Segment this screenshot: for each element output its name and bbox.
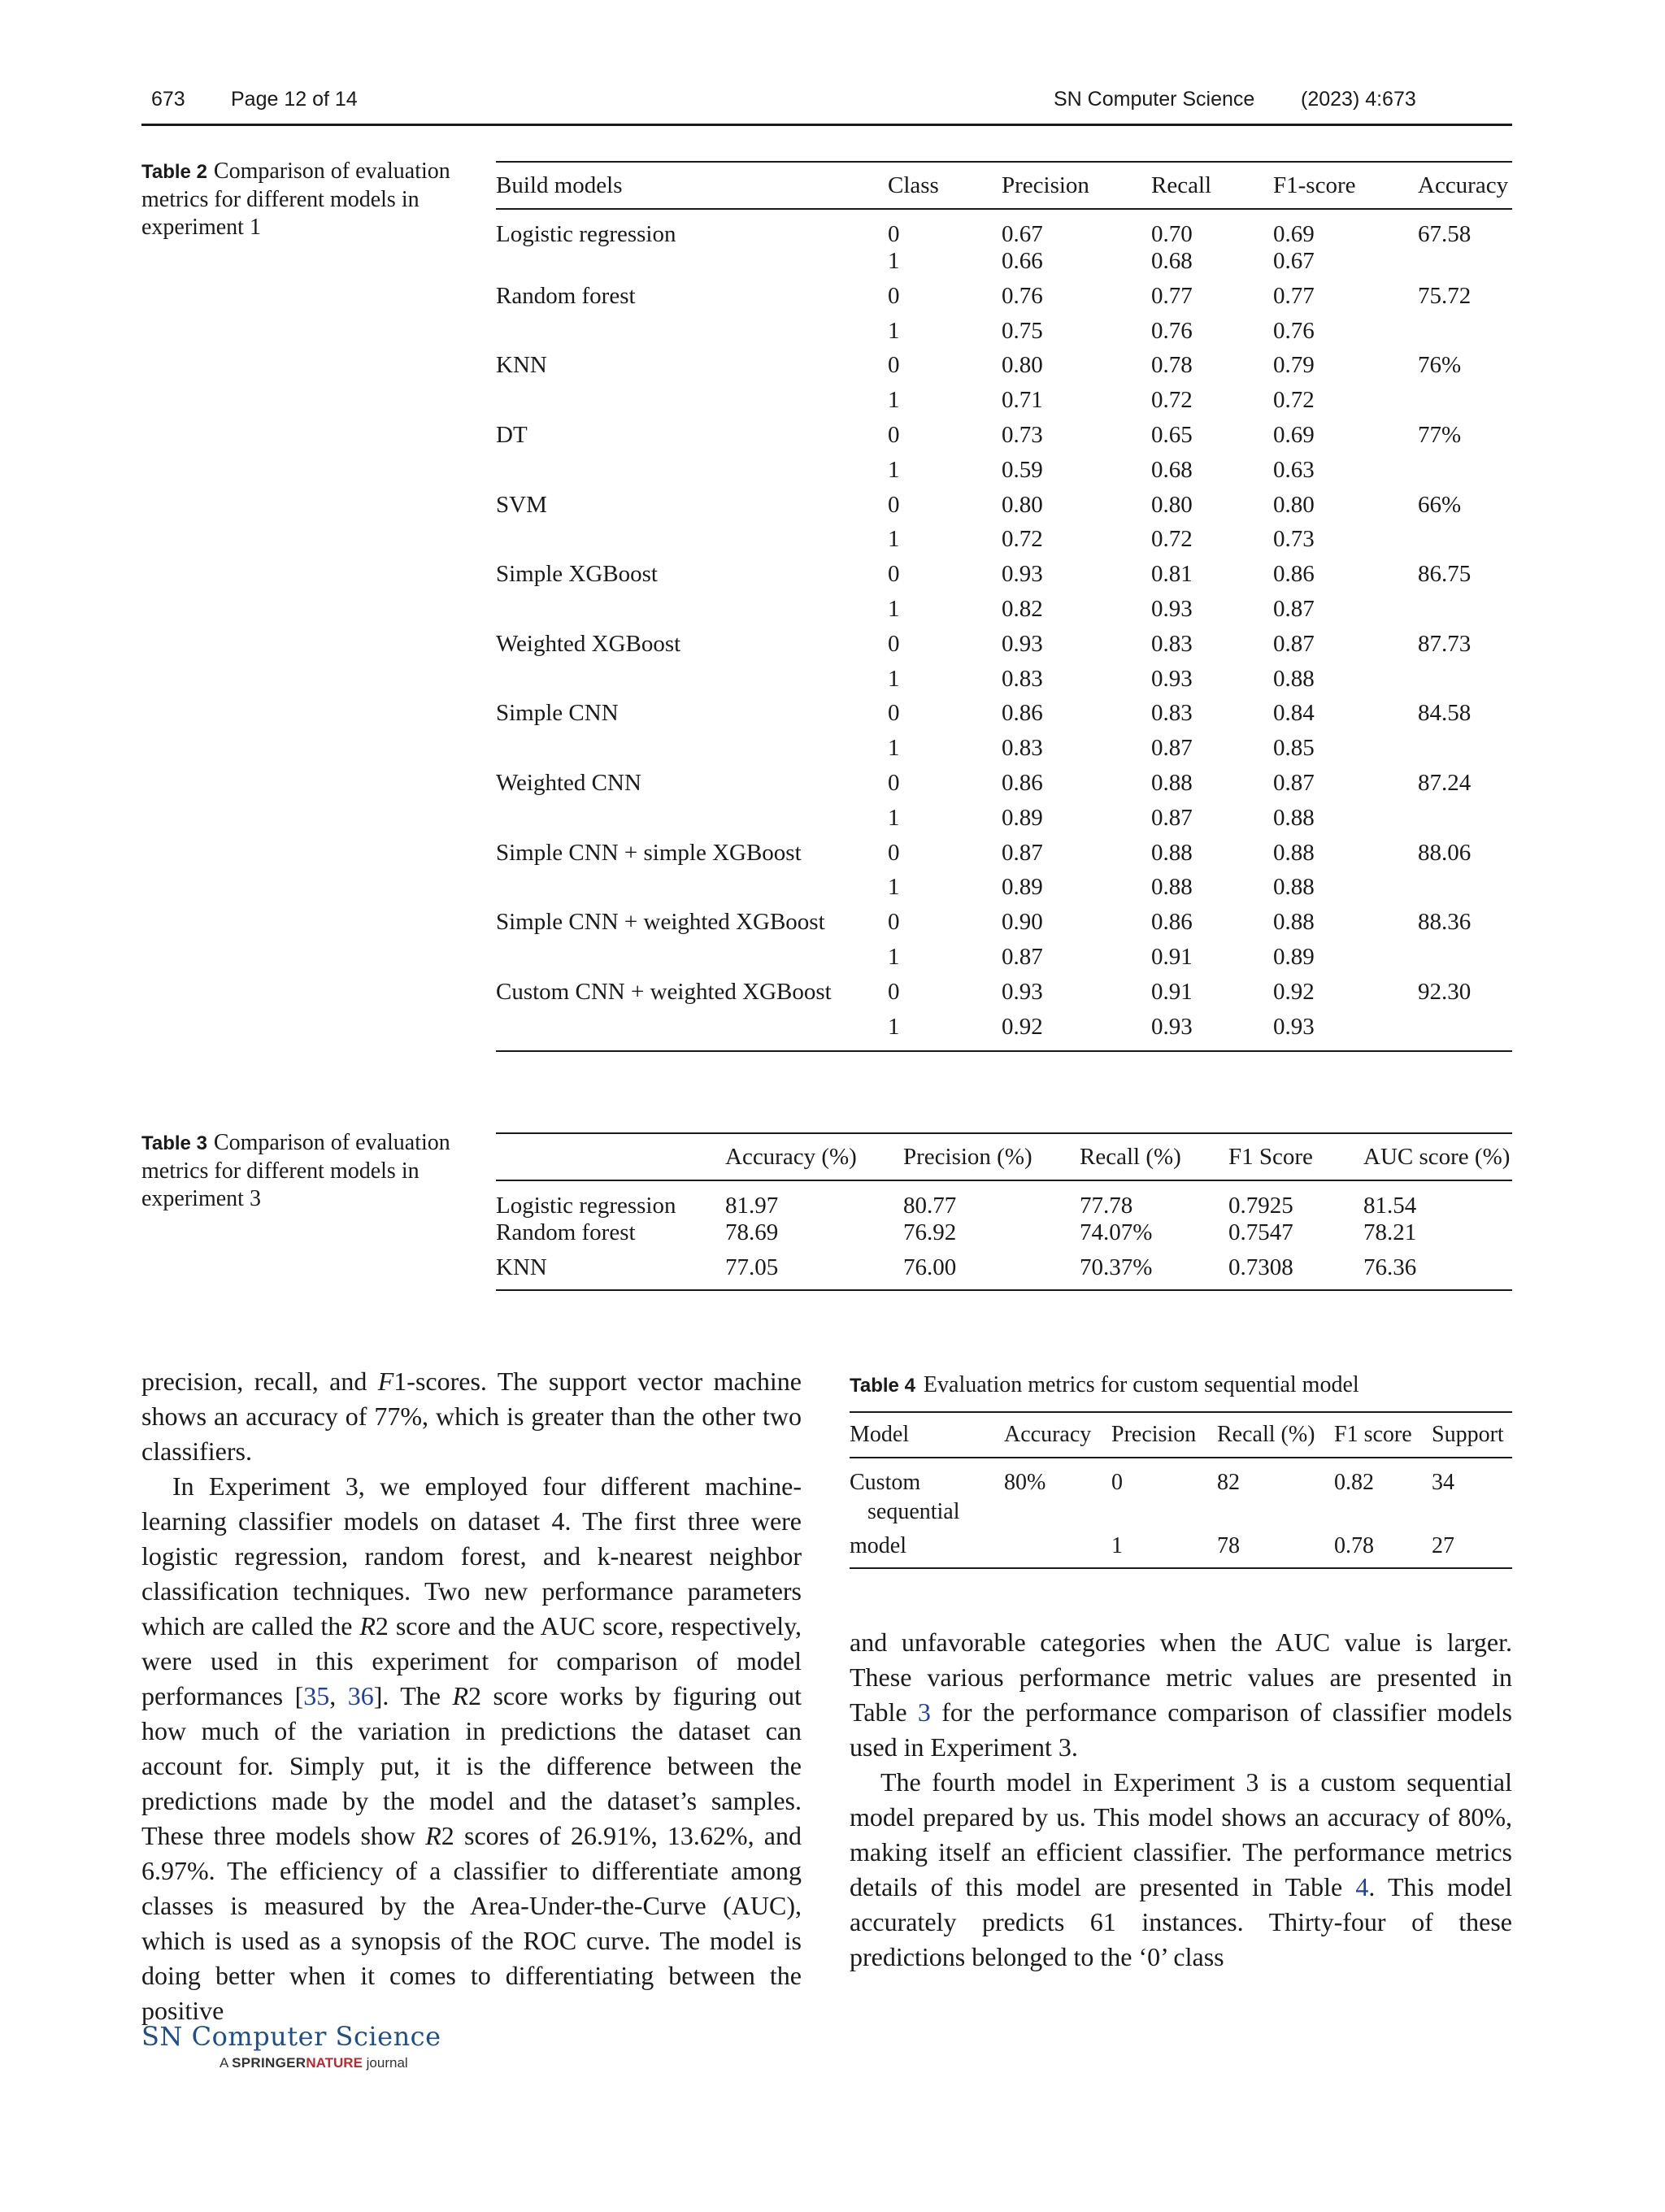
table-row [496,387,1512,422]
table-cell: 0.83 [1002,665,1043,692]
table2-col-header: Precision [1002,162,1151,209]
table-cell: 0.93 [1151,665,1193,692]
table3-label: Table 3 [141,1132,207,1154]
table4-model-line: sequential [867,1499,960,1524]
table4-caption [850,1372,1512,1398]
table-row [496,944,1512,979]
table-cell: 0.85 [1273,735,1315,762]
table-cell: 0.76 [1002,282,1043,309]
row-label-cell [496,874,888,909]
table-cell: 0.89 [1002,804,1043,831]
table2-label: Table 2 [141,161,207,183]
table-row [496,909,1512,944]
table-row [496,248,1512,283]
table4-cell: 27 [1432,1533,1454,1558]
table3-col-header: F1 Score [1228,1133,1363,1180]
table-cell: 0.72 [1273,387,1315,414]
table2-col-header: Class [888,162,1002,209]
table-cell [1418,805,1512,840]
table-cell: 0.93 [1151,595,1193,622]
table4-cell: 0 [1111,1470,1123,1495]
table3 [496,1132,1512,1291]
table-cell [1418,318,1512,353]
table-cell: 0.92 [1002,1013,1043,1040]
text-run: In Experiment 3, we employed four different machine-learning classifier models on dataset 4. The first three were logistic regression, random forest, and k-nearest neighbor classification techniques. Two new performance parameters which are called the [141,1471,802,1641]
table-cell: 0 [888,561,900,588]
table-row [496,1180,1512,1219]
table-cell: 0.66 [1002,248,1043,274]
row-label-cell: SVM [496,491,547,518]
table-cell: 0.67 [1273,248,1315,274]
table4-cell: 0.78 [1334,1533,1374,1558]
table-cell: 0.80 [1273,491,1315,518]
table-cell: 0.87 [1273,595,1315,622]
table-cell: 0.88 [1151,874,1193,901]
table-cell [1418,248,1512,283]
table-row [496,840,1512,875]
table-row [496,457,1512,492]
body-left-column [141,1364,802,2028]
row-label-cell [496,666,888,701]
table-cell: 66% [1418,491,1462,518]
table-cell: 76% [1418,352,1462,379]
table3-col-header: Recall (%) [1080,1133,1228,1180]
table-cell: 0.83 [1002,735,1043,762]
text-run: 1-scores. The support vector machine shows an accuracy of 77%, which is greater than the other two classifiers. [141,1367,802,1466]
table2-body [496,209,1512,1051]
table-cell: 1 [888,248,900,274]
table-cell: 0.93 [1002,978,1043,1005]
table-cell: 1 [888,735,900,762]
footer-prefix: A [220,2055,228,2071]
table-row [496,422,1512,457]
row-label-cell: Simple XGBoost [496,561,658,588]
table-cell: 87.24 [1418,769,1472,796]
text-run: The fourth model in Experiment 3 is a custom sequential model prepared by us. This model shows an accuracy of 80%, making itself an efficient classifier. The performance metrics details of this model are presented in Table [850,1767,1512,1901]
table-row [496,283,1512,318]
table-row [850,1458,1512,1527]
table4-accuracy-cell: 80% [1004,1470,1046,1495]
table-cell: 0 [888,421,900,448]
paragraph [141,1364,802,1469]
paragraph [141,1469,802,2028]
table2-caption-text: Comparison of evaluation metrics for different models in experiment 1 [141,159,450,240]
table2-col-header: Accuracy [1418,162,1512,209]
table-cell: 77% [1418,421,1462,448]
math-var: R [359,1611,376,1641]
table-cell: 0.88 [1273,909,1315,936]
text-run: for the performance comparison of classifier models used in Experiment 3. [850,1697,1513,1762]
table-cell: 0.93 [1002,630,1043,657]
table4-col-header: Accuracy [1004,1412,1111,1458]
table-cell: 0.84 [1273,700,1315,727]
table-cell: 0.7925 [1228,1193,1293,1219]
row-label-cell [496,387,888,422]
footer-publisher-line [220,2055,408,2071]
table-row [496,735,1512,770]
table-cell: 0.73 [1002,421,1043,448]
text-run: 2 score and the AUC score, respectively, were used in this experiment for comparison of model performances [ [141,1611,802,1710]
paragraph [850,1625,1512,1765]
table-cell: 0.59 [1002,456,1043,483]
table-cell [1418,526,1512,561]
row-label-cell [496,805,888,840]
row-label-cell: Simple CNN + weighted XGBoost [496,909,825,936]
table-cell [1418,1014,1512,1051]
table-cell: 0.71 [1002,387,1043,414]
table-cell [1418,735,1512,770]
table-row [496,666,1512,701]
row-label-cell: Logistic regression [496,1193,676,1219]
table-cell: 0 [888,491,900,518]
table-cell [1418,596,1512,631]
row-label-cell [496,1014,888,1051]
table-cell: 0 [888,352,900,379]
table-cell: 76.00 [903,1254,957,1280]
text-run: . This model accurately predicts 61 instances. Thirty-four of these predictions belonged to the ‘0’ class [850,1872,1513,1971]
table-cell: 70.37% [1080,1254,1153,1280]
table4-model-line: model [850,1533,906,1558]
table-cell: 0.68 [1151,456,1193,483]
table-cell: 0.77 [1273,282,1315,309]
table-cell: 1 [888,456,900,483]
row-label-cell [496,735,888,770]
table3-body [496,1180,1512,1290]
table-cell: 0.83 [1151,630,1193,657]
table3-header-row [496,1133,1512,1180]
table-cell: 0.89 [1002,874,1043,901]
header-citation: (2023) 4:673 [1301,88,1416,111]
table-cell: 0.78 [1151,352,1193,379]
table-row [496,1254,1512,1290]
table-cell: 0.69 [1273,221,1315,247]
math-var: R [452,1681,469,1710]
table-cell: 0.87 [1151,735,1193,762]
table2 [496,161,1512,1052]
table-cell: 0.72 [1002,526,1043,553]
table-cell: 0.80 [1002,491,1043,518]
table-cell: 0.90 [1002,909,1043,936]
table-row [496,770,1512,805]
table-cell: 0.63 [1273,456,1315,483]
table-cell: 1 [888,874,900,901]
table-cell: 84.58 [1418,700,1472,727]
table-cell: 0.67 [1002,221,1043,247]
table-cell: 81.97 [725,1193,779,1219]
table4-cell: 34 [1432,1470,1454,1495]
table-cell: 86.75 [1418,561,1472,588]
table-cell: 0 [888,282,900,309]
table4-label: Table 4 [850,1375,915,1397]
table-cell: 0.93 [1151,1013,1193,1040]
table-cell: 77.78 [1080,1193,1133,1219]
table-row [496,979,1512,1014]
table-cell [1418,387,1512,422]
table4-header-row [850,1412,1512,1458]
table-row [496,805,1512,840]
math-var: F [377,1367,394,1396]
header-journal: SN Computer Science [1054,88,1255,111]
table-cell: 0.87 [1151,804,1193,831]
row-label-cell [496,248,888,283]
table-cell: 1 [888,526,900,553]
table-cell: 0.88 [1273,839,1315,866]
table-cell [1418,874,1512,909]
row-label-cell: KNN [496,1254,547,1280]
row-label-cell: Custom CNN + weighted XGBoost [496,978,832,1005]
table4 [850,1411,1512,1569]
table-row [496,1014,1512,1051]
table-cell: 0.68 [1151,248,1193,274]
table-cell: 0.89 [1273,943,1315,970]
row-label-cell: Simple CNN + simple XGBoost [496,839,802,866]
table-row [496,1219,1512,1254]
table-cell: 0 [888,909,900,936]
table-cell: 0.93 [1273,1013,1315,1040]
table-cell: 81.54 [1363,1193,1417,1219]
table-cell: 0.87 [1273,630,1315,657]
table-cell: 78.21 [1363,1219,1417,1245]
table-cell: 76.92 [903,1219,957,1245]
table-cell: 0 [888,839,900,866]
text-run: , [329,1681,348,1710]
table-cell: 0 [888,978,900,1005]
table4-col-header: Model [850,1412,1004,1458]
footer-suffix: journal [366,2055,408,2071]
table2-caption [141,158,450,241]
table-cell: 0.86 [1273,561,1315,588]
table-cell: 0.73 [1273,526,1315,553]
table4-model-cell [850,1458,1004,1527]
table-cell: 0 [888,769,900,796]
table-cell: 0.88 [1273,804,1315,831]
table-cell: 77.05 [725,1254,779,1280]
table-row [496,596,1512,631]
table-cell: 67.58 [1418,221,1472,247]
table-cell: 1 [888,595,900,622]
table-cell: 0.65 [1151,421,1193,448]
table-cell: 75.72 [1418,282,1472,309]
table-cell: 0.86 [1151,909,1193,936]
table-cell: 0.76 [1273,317,1315,344]
table4-col-header: Precision [1111,1412,1217,1458]
table3-col-header: Precision (%) [903,1133,1080,1180]
row-label-cell [496,526,888,561]
page-label: Page 12 of 14 [231,88,358,111]
table-cell: 88.36 [1418,909,1472,936]
table-cell: 1 [888,804,900,831]
table-cell: 1 [888,665,900,692]
text-run: and unfavorable categories when the AUC value is larger. These various performance metric values are presented in Table [850,1627,1512,1727]
table-cell: 74.07% [1080,1219,1153,1245]
body-right-column [850,1625,1512,1975]
table-row [496,874,1512,909]
page-number: 673 [151,88,185,111]
table3-caption [141,1129,450,1213]
text-run: 2 scores of 26.91%, 13.62%, and 6.97%. The efficiency of a classifier to differentiate among classes is measured by the Area-Under-the-Curve (AUC), which is used as a synopsis of the ROC curve. The model is doing better when it comes to differentiating between the positive [141,1821,802,2025]
table-row [496,492,1512,527]
table-cell: 0.80 [1002,352,1043,379]
table-cell: 0.80 [1151,491,1193,518]
running-header [141,88,1512,125]
table-cell: 0.76 [1151,317,1193,344]
table-cell: 0.81 [1151,561,1193,588]
table-cell [1418,944,1512,979]
table4-col-header: Recall (%) [1217,1412,1334,1458]
table-cell: 0.82 [1002,595,1043,622]
table-cell: 76.36 [1363,1254,1417,1280]
table-cell: 0.87 [1273,769,1315,796]
table-cell: 0 [888,630,900,657]
table2-header-row [496,162,1512,209]
table-cell: 0.86 [1002,700,1043,727]
table-row [496,352,1512,387]
row-label-cell: Weighted CNN [496,769,641,796]
row-label-cell: DT [496,421,528,448]
table-row [496,526,1512,561]
table-cell [1418,666,1512,701]
citation-link[interactable]: 35 [303,1681,330,1710]
table-cell: 0.88 [1151,769,1193,796]
table-row [496,561,1512,596]
citation-link[interactable]: 36 [347,1681,374,1710]
table4-model-line: Custom [850,1470,921,1495]
row-label-cell: Simple CNN [496,700,619,727]
table-cell: 0.87 [1002,839,1043,866]
table-cell: 0.92 [1273,978,1315,1005]
table-cell: 0.7547 [1228,1219,1293,1245]
table-cell: 0.69 [1273,421,1315,448]
table-cell: 88.06 [1418,839,1472,866]
row-label-cell: Logistic regression [496,221,676,247]
row-label-cell: Random forest [496,282,636,309]
table4-body [850,1458,1512,1568]
table-cell: 0.88 [1273,665,1315,692]
table2-col-header: F1-score [1273,162,1418,209]
row-label-cell: Weighted XGBoost [496,630,681,657]
table-cell: 0.88 [1273,874,1315,901]
row-label-cell: KNN [496,352,547,379]
table4-col-header: Support [1432,1412,1512,1458]
table-cell: 0.72 [1151,526,1193,553]
table-cell: 0.86 [1002,769,1043,796]
table-cell: 0.70 [1151,221,1193,247]
table-cell: 0.75 [1002,317,1043,344]
text-run: precision, recall, and [141,1367,378,1396]
table-cell: 0 [888,221,900,247]
table-cell: 0.87 [1002,943,1043,970]
text-run: 2 score works by figuring out how much of the variation in predictions the dataset can account for. Simply put, it is the difference between the predictions made by the model and the dataset’s samples. These three models show [141,1681,802,1850]
table-cell: 0.79 [1273,352,1315,379]
table-cell: 0 [888,700,900,727]
table-ref-link[interactable]: 3 [917,1697,931,1727]
table-row [496,700,1512,735]
table-ref-link[interactable]: 4 [1355,1872,1369,1901]
paragraph [850,1765,1512,1975]
table2-col-header: Recall [1151,162,1273,209]
table-cell: 1 [888,317,900,344]
table-cell: 1 [888,387,900,414]
table-cell: 0.77 [1151,282,1193,309]
table-cell: 1 [888,1013,900,1040]
table-cell: 1 [888,943,900,970]
table2-col-header: Build models [496,162,888,209]
table-row [850,1527,1512,1568]
table-cell: 0.7308 [1228,1254,1293,1280]
table-cell: 87.73 [1418,630,1472,657]
table-cell: 0.91 [1151,978,1193,1005]
table-cell: 0.91 [1151,943,1193,970]
row-label-cell [496,944,888,979]
table-cell: 92.30 [1418,978,1472,1005]
table-row [496,318,1512,353]
table4-cell [1004,1527,1111,1568]
row-label-cell [496,457,888,492]
table4-cell: 78 [1217,1533,1240,1558]
row-label-cell [496,318,888,353]
footer-brand: SPRINGER [232,2055,306,2071]
table-cell [1418,457,1512,492]
table4-cell: 1 [1111,1533,1123,1558]
row-label-cell [496,596,888,631]
table-cell: 0.72 [1151,387,1193,414]
table-cell: 0.83 [1151,700,1193,727]
table-row [496,209,1512,248]
table3-caption-text: Comparison of evaluation metrics for different models in experiment 3 [141,1130,450,1211]
table-row [496,631,1512,666]
table4-cell: 0.82 [1334,1470,1374,1495]
math-var: R [425,1821,441,1850]
table3-col-header: Accuracy (%) [725,1133,903,1180]
table-cell: 0.88 [1151,839,1193,866]
table3-col-header: AUC score (%) [1363,1133,1512,1180]
table4-col-header: F1 score [1334,1412,1432,1458]
table4-cell: 82 [1217,1470,1240,1495]
table-cell: 80.77 [903,1193,957,1219]
table-cell: 0.93 [1002,561,1043,588]
header-rule [141,124,1512,126]
row-label-cell: Random forest [496,1219,636,1245]
table3-col-header [496,1133,725,1180]
footer-nature: NATURE [306,2055,363,2071]
footer-journal-name: SN Computer Science [141,2021,441,2052]
table-cell: 78.69 [725,1219,779,1245]
table4-caption-text: Evaluation metrics for custom sequential model [923,1372,1359,1397]
text-run: ]. The [373,1681,453,1710]
